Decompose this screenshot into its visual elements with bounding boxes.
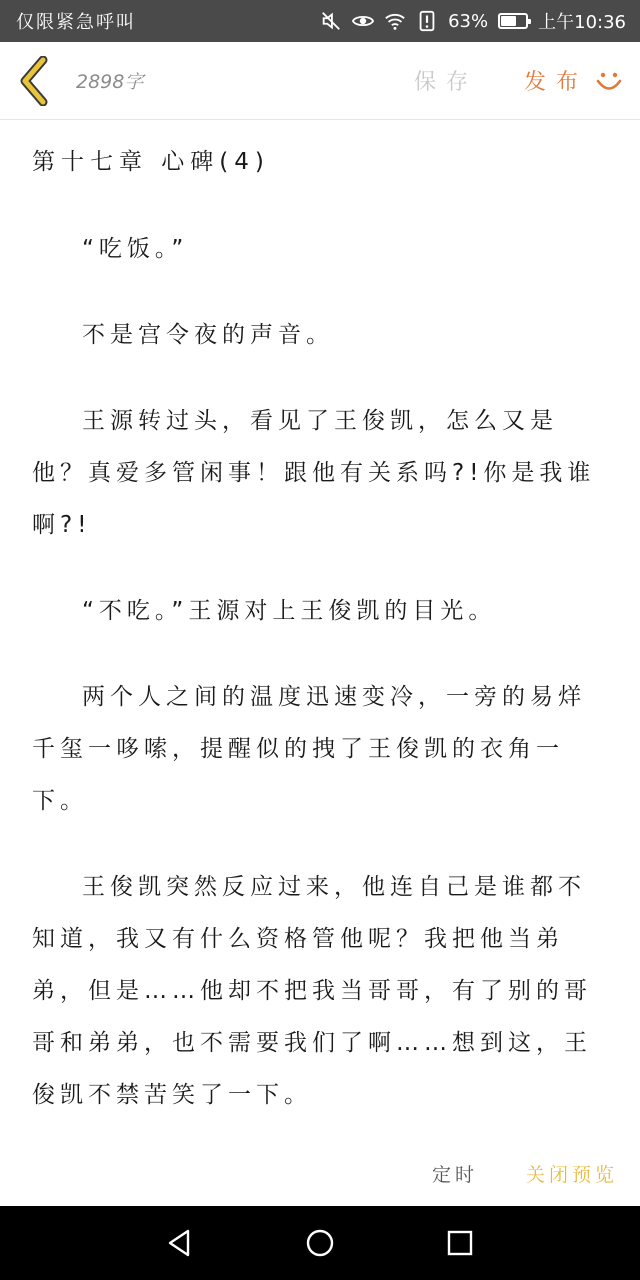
nav-back-button[interactable] xyxy=(158,1221,202,1265)
close-preview-button[interactable]: 关闭预览 xyxy=(525,1163,618,1186)
paragraph: “不吃。”王源对上王俊凯的目光。 xyxy=(82,598,497,624)
home-circle-icon xyxy=(304,1227,336,1259)
eye-icon xyxy=(352,10,374,32)
mute-icon xyxy=(320,10,342,32)
carrier-text: 仅限紧急呼叫 xyxy=(16,12,136,33)
battery-level xyxy=(501,16,515,26)
recents-square-icon xyxy=(444,1227,476,1259)
timer-button[interactable]: 定时 xyxy=(431,1163,478,1186)
save-button[interactable]: 保存 xyxy=(413,70,478,95)
nav-home-button[interactable] xyxy=(298,1221,342,1265)
back-button[interactable] xyxy=(14,51,54,111)
back-triangle-icon xyxy=(164,1227,196,1259)
status-bar xyxy=(0,0,640,42)
paragraph: “吃饭。” xyxy=(82,236,189,262)
clock: 上午10:36 xyxy=(538,12,626,33)
nav-recents-button[interactable] xyxy=(438,1221,482,1265)
preview-content xyxy=(0,121,640,1151)
paragraph: 不是宫令夜的声音。 xyxy=(82,322,334,348)
editor-toolbar xyxy=(0,42,640,120)
paragraph: 王俊凯突然反应过来，他连自己是谁都不知道，我又有什么资格管他呢？我把他当弟弟，但是……他却不把我当哥哥，有了别的哥哥和弟弟，也不需要我们了啊……想到这，王俊凯不禁苦笑了一下。 xyxy=(32,874,592,1108)
paragraph: 王源转过头，看见了王俊凯，怎么又是他？真爱多管闲事！跟他有关系吗?!你是我谁啊?! xyxy=(32,408,596,538)
system-nav-bar xyxy=(0,1206,640,1280)
bottom-actions xyxy=(0,1150,640,1196)
battery-percent: 63% xyxy=(448,10,489,32)
battery-icon xyxy=(498,13,528,29)
smile-icon xyxy=(594,66,624,96)
status-icons xyxy=(320,8,626,34)
paragraph: 两个人之间的温度迅速变冷，一旁的易烊千玺一哆嗦，提醒似的拽了王俊凯的衣角一下。 xyxy=(32,684,586,814)
alert-icon xyxy=(416,10,438,32)
publish-button[interactable]: 发布 xyxy=(523,70,588,95)
wifi-icon xyxy=(384,10,406,32)
smile-button[interactable] xyxy=(592,64,626,98)
word-count: 2898字 xyxy=(76,71,144,93)
chevron-left-icon xyxy=(17,56,51,106)
chapter-title: 第十七章 心碑(4) xyxy=(32,149,270,175)
